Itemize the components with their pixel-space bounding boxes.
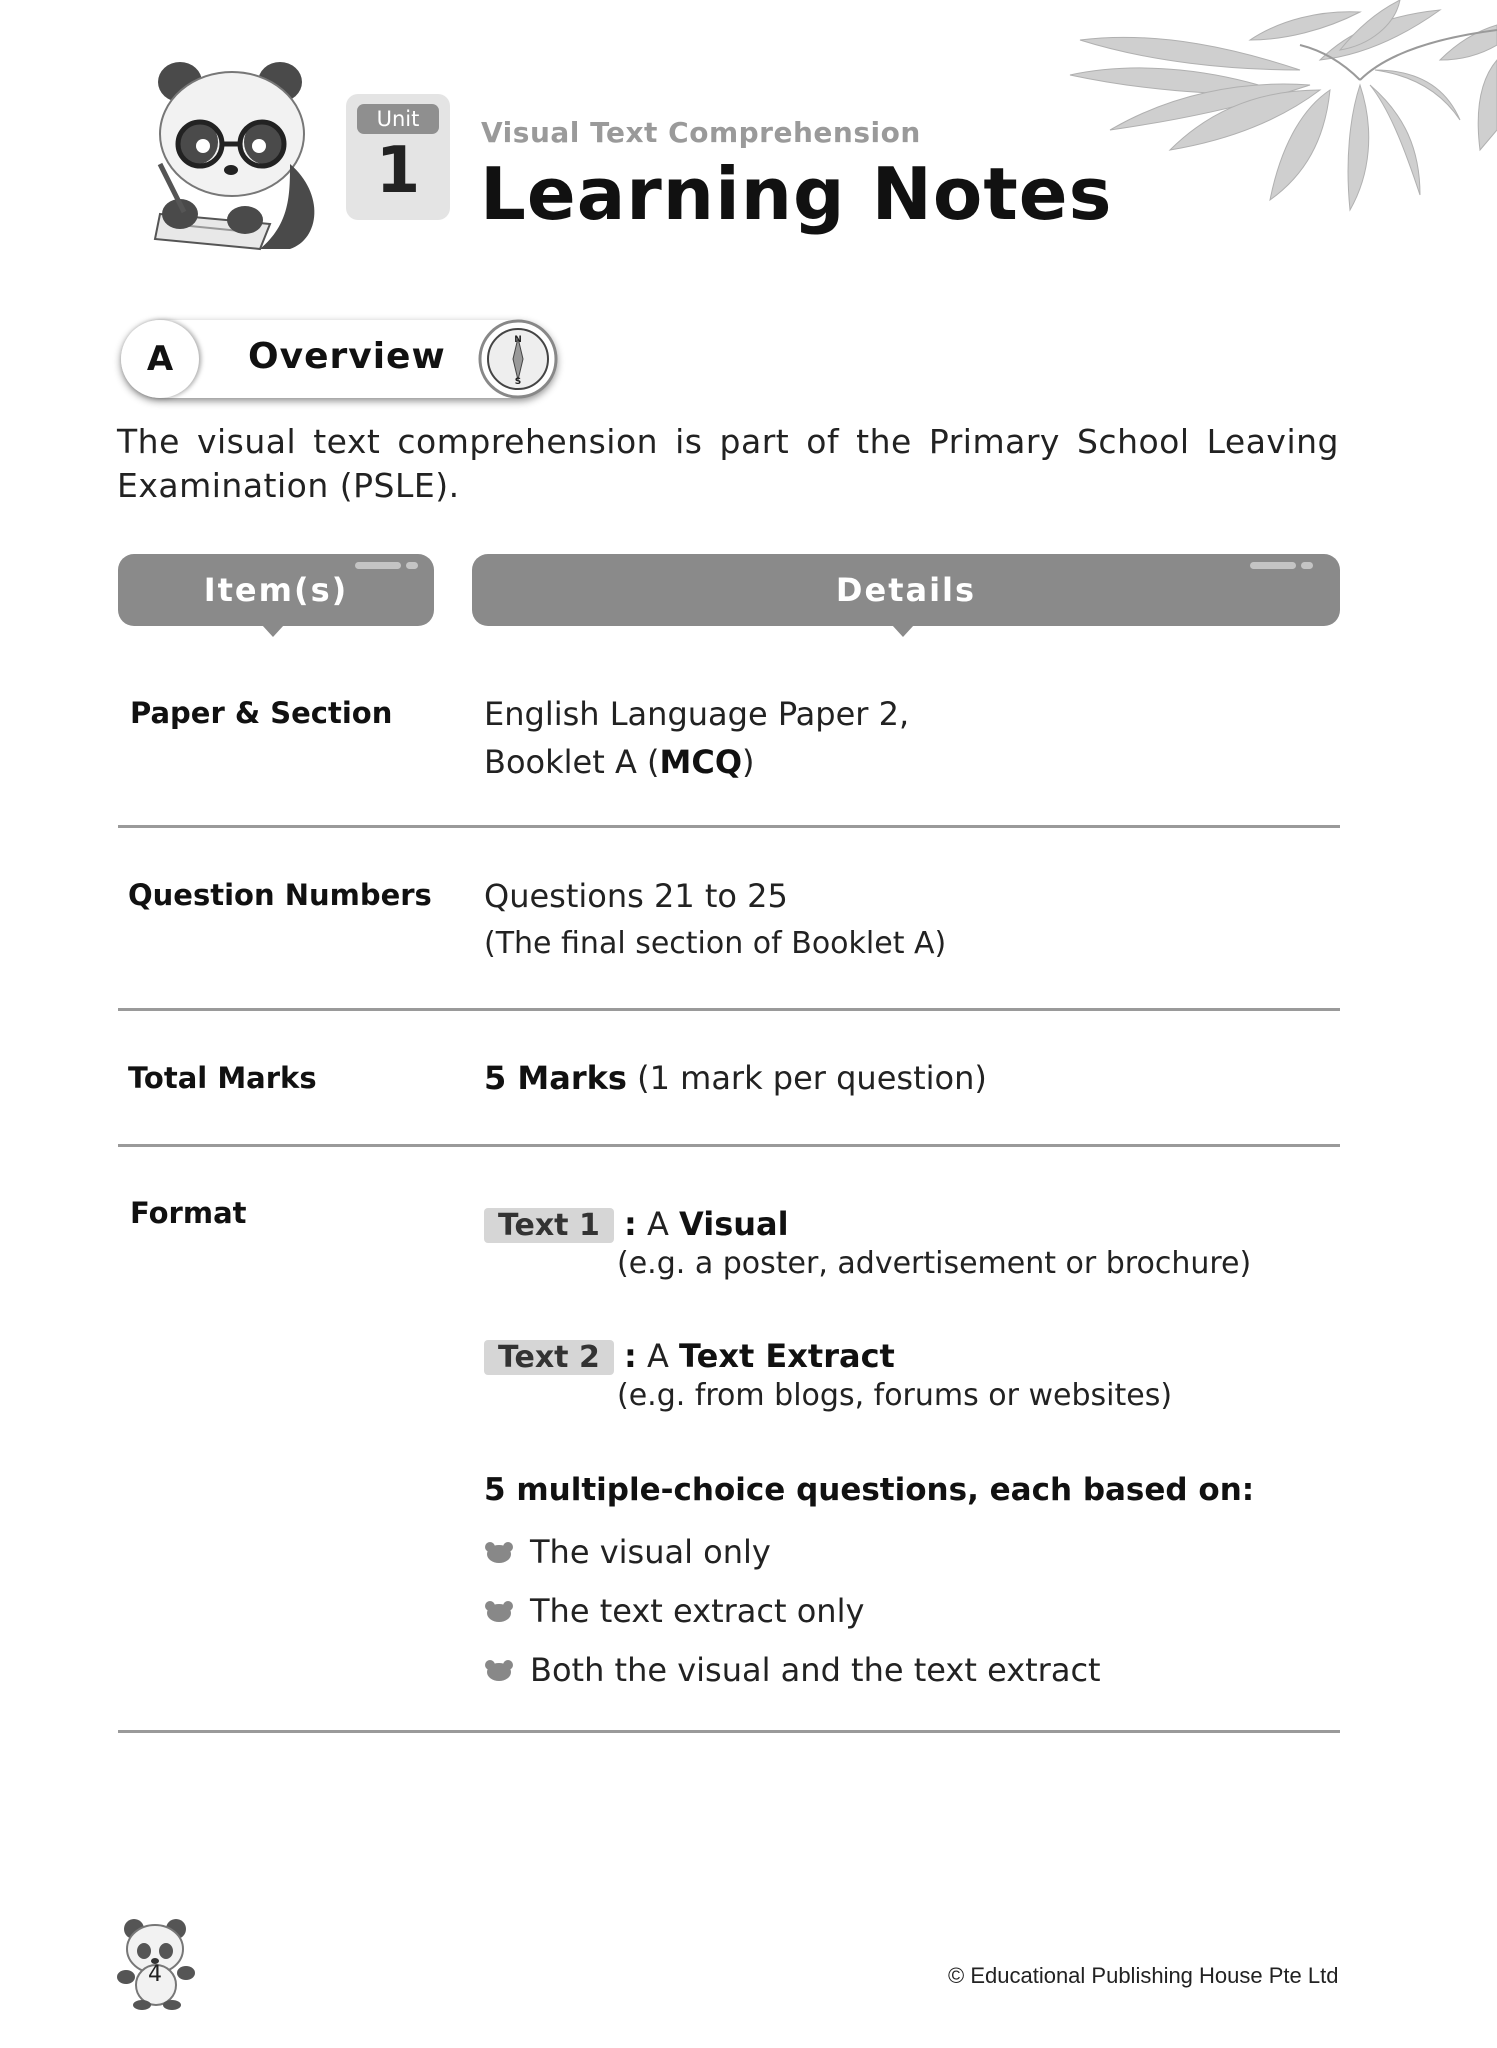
- text-2-colon: :: [624, 1337, 637, 1375]
- bear-bullet-icon: [484, 1541, 514, 1563]
- compass-n-label: N: [514, 335, 522, 345]
- column-header-details-label: Details: [835, 571, 977, 609]
- section-title: Overview: [248, 336, 446, 377]
- row-label-format: Format: [130, 1196, 247, 1230]
- row-detail-question-numbers: [484, 872, 946, 968]
- page-number: 4: [148, 1962, 162, 1987]
- tab-pointer-decoration: [892, 625, 914, 637]
- bear-bullet-icon: [484, 1600, 514, 1622]
- page-title: Learning Notes: [480, 152, 1113, 236]
- unit-number: 1: [375, 134, 421, 208]
- questions-line-1: Questions 21 to 25: [484, 877, 788, 915]
- column-header-items-label: Item(s): [203, 571, 349, 609]
- list-item: [484, 1581, 1101, 1640]
- tab-dash-decoration: [355, 562, 401, 569]
- bullet-text: The text extract only: [530, 1591, 865, 1630]
- text-2-example: (e.g. from blogs, forums or websites): [617, 1378, 1173, 1413]
- bullet-text: Both the visual and the text extract: [530, 1650, 1101, 1689]
- row-divider: [118, 1008, 1340, 1011]
- paper-line-2: [484, 738, 909, 786]
- bear-bullet-icon: [484, 1659, 514, 1681]
- row-label-total-marks: Total Marks: [128, 1061, 317, 1095]
- row-detail-paper-section: [484, 690, 909, 786]
- compass-s-label: S: [514, 377, 522, 387]
- paper-line-2-bold: MCQ: [659, 743, 743, 781]
- unit-label: Unit: [357, 104, 439, 134]
- text-1-pre: A: [646, 1205, 680, 1243]
- total-marks-rest: (1 mark per question): [626, 1059, 987, 1097]
- paper-line-1: English Language Paper 2,: [484, 695, 910, 733]
- tab-dash-decoration: [406, 562, 418, 569]
- copyright-text: © Educational Publishing House Pte Ltd: [948, 1963, 1339, 1988]
- list-item: [484, 1522, 1101, 1581]
- paper-line-2-post: ): [742, 743, 755, 781]
- row-divider: [118, 1144, 1340, 1147]
- panda-mascot-illustration: [150, 44, 330, 254]
- compass-icon: [477, 318, 559, 400]
- row-label-question-numbers: Question Numbers: [128, 878, 432, 912]
- paper-line-2-pre: Booklet A (: [484, 743, 660, 781]
- column-header-details: [472, 554, 1340, 626]
- text-2-bold: Text Extract: [679, 1337, 895, 1375]
- text-1-tag: Text 1: [484, 1208, 614, 1243]
- row-detail-total-marks: [484, 1054, 987, 1102]
- list-item: [484, 1640, 1101, 1699]
- row-divider: [118, 825, 1340, 828]
- mcq-bullet-list: [484, 1522, 1101, 1699]
- questions-line-2: (The final section of Booklet A): [484, 926, 947, 961]
- mcq-heading: 5 multiple-choice questions, each based on:: [484, 1472, 1255, 1508]
- total-marks-bold: 5 Marks: [484, 1059, 627, 1097]
- intro-paragraph: The visual text comprehension is part of the Primary School Leaving Examination (PSLE).: [117, 422, 1339, 505]
- text-1-colon: :: [624, 1205, 637, 1243]
- tab-dash-decoration: [1250, 562, 1296, 569]
- text-1-example: (e.g. a poster, advertisement or brochure): [617, 1246, 1252, 1281]
- row-label-paper-section: Paper & Section: [130, 696, 393, 730]
- bullet-text: The visual only: [530, 1532, 771, 1571]
- text-1-bold: Visual: [679, 1205, 789, 1243]
- text-2-pre: A: [646, 1337, 680, 1375]
- text-2-tag: Text 2: [484, 1340, 614, 1375]
- page-subtitle: Visual Text Comprehension: [481, 116, 921, 149]
- section-letter: A: [121, 320, 199, 398]
- tab-pointer-decoration: [262, 625, 284, 637]
- row-divider: [118, 1730, 1340, 1733]
- tab-dash-decoration: [1301, 562, 1313, 569]
